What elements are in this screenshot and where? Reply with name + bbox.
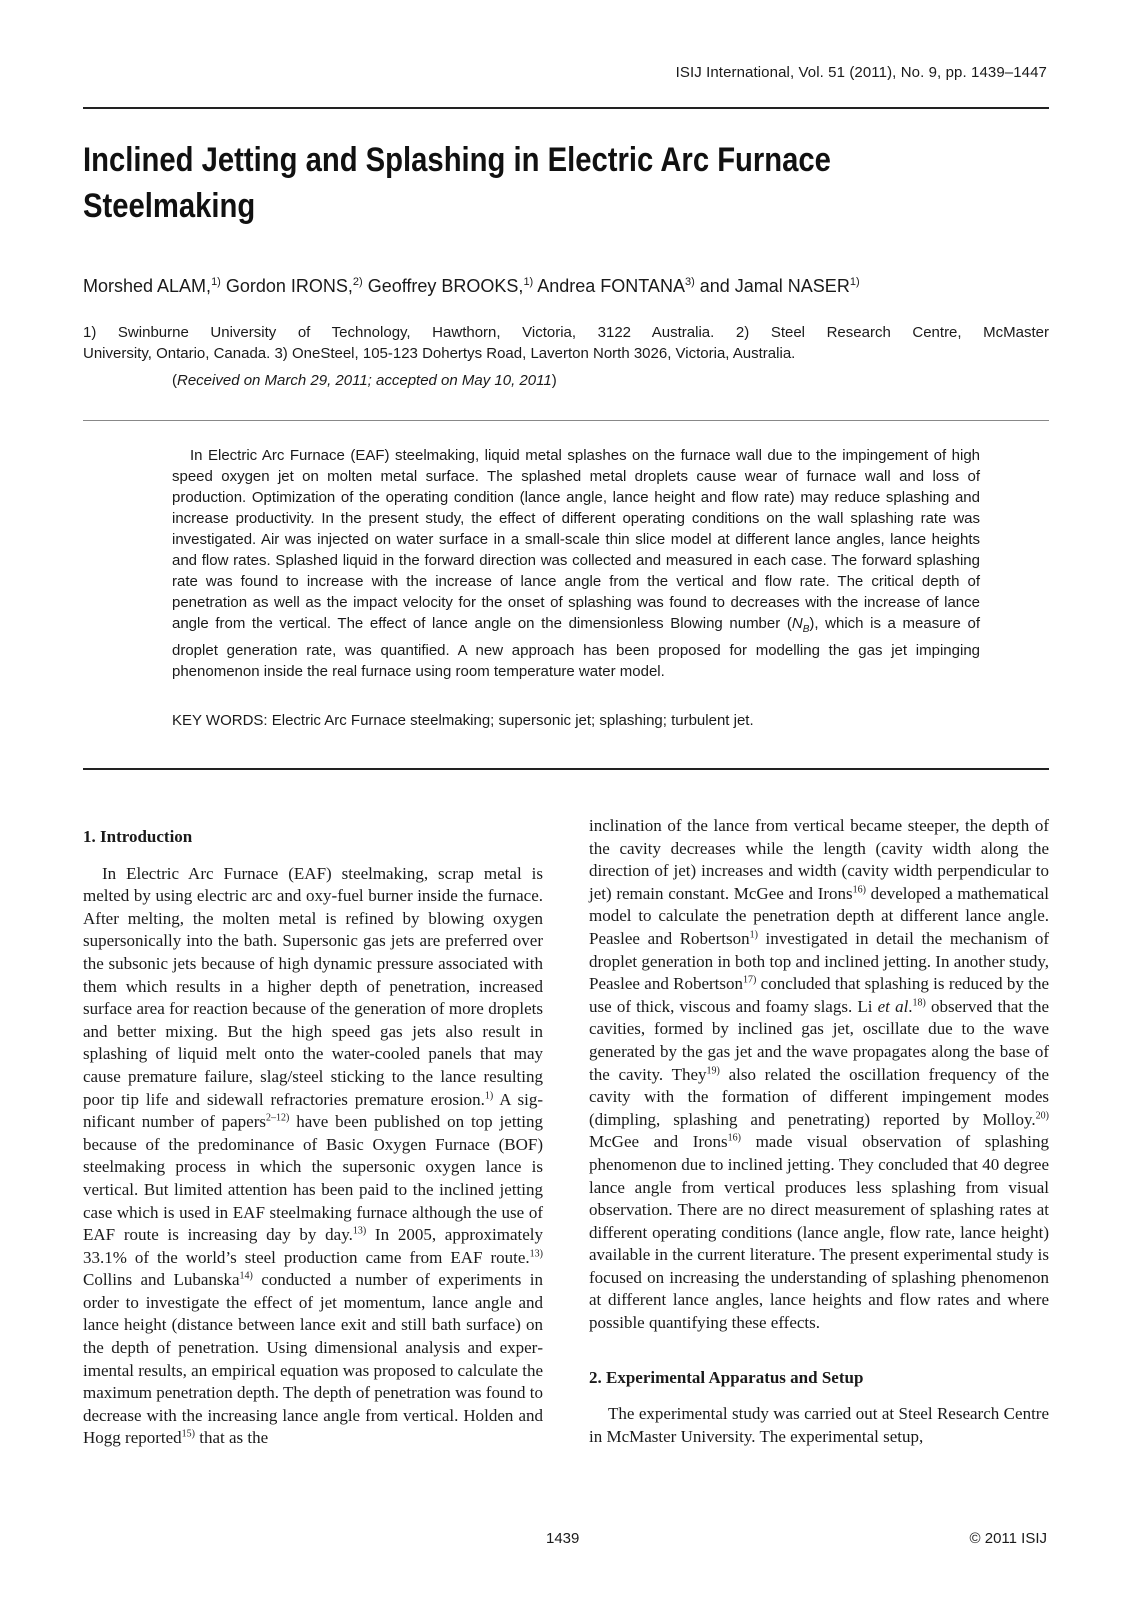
author-affil-marker: 2) [352,276,363,288]
copyright: © 2011 ISIJ [969,1530,1047,1547]
page-number: 1439 [546,1530,580,1547]
section-heading-experimental: 2. Experimental Apparatus and Setup [589,1367,864,1387]
text-run: . [908,996,913,1016]
journal-reference: ISIJ International, Vol. 51 (2011), No. 9, pp. 1439–1447 [675,64,1047,81]
keywords: KEY WORDS: Electric Arc Furnace steelmaking; supersonic jet; splashing; turbulent jet. [172,712,754,729]
author-affil-marker: 1) [849,276,860,288]
text-run: developed a mathematical model to calculate the penetration depth at different lance angle. Peaslee and Robertson [589,883,1049,948]
text-run: concluded that splashing is reduced by the use of thick, viscous and foamy slags. Li [589,974,1050,1016]
abstract-text-1: In Electric Arc Furnace (EAF) steelmaking, liquid metal splashes on the furnace wall due to the impingement of high speed oxygen jet on molten metal surface. The splashed metal droplets cause wear of furnace wall and loss of production. Optimization of the operating condition (lance angle, lance height and flow rate) may reduce splashing and increase productivity. In the present study, the effect of different operating conditions on the wall splashing rate was investigated. Air was injected on water surface in a small-scale thin slice model at different lance angles, lance heights and flow rates. Splashed liquid in the forward direction was collected and measured in each case. The forward splashing rate was found to increase with the increase of lance angle from the vertical and flow rate. The critical depth of penetration as well as the impact velocity for the onset of splashing was found to decreases with the increase of lance angle from the vertical. The effect of lance angle on the dimensionless Blowing number ( [172,447,980,632]
intro-paragraph-continued [589,815,1049,1335]
citation: 15) [181,1428,196,1440]
author-name: Gordon IRONS, [225,276,353,296]
author-name: Andrea FONTANA [537,276,685,296]
text-run: In Electric Arc Furnace (EAF) steelmaking, scrap metal is melted by using electric arc and oxy-fuel burner inside the furnace. After melting, the molten metal is refined by blowing oxygen supersonically into the bath. Supersonic gas jets are preferred over the subsonic jets because of high dynamic pressure associated with them which results in a higher depth of penetration, increased surface area for reaction because of the generation of more droplets and better mixing. But the high speed gas jets also result in splashing of liquid melt onto the water-cooled panels that may cause premature failure, slag/steel sticking to the lance resulting poor tip life and sidewall refractories premature erosion. [83,863,543,1109]
section-heading-introduction: 1. Introduction [83,827,193,846]
right-column [589,815,1049,1448]
abstract-text-2: ), which is a measure of droplet generation rate, was quantified. A new approach has been proposed for modelling the gas jet impinging phenomenon inside the real furnace using room temperature water model. [172,615,980,680]
citation: 16) [852,884,866,896]
blowing-number-symbol: N [791,615,803,632]
text-run: also related the oscillation frequency of the cavity with the formation of different impingement modes (dimpling, splashing and penetrating) reported by Molloy. [589,1064,1049,1129]
citation: 17) [743,974,757,986]
affiliations-line-2: University, Ontario, Canada. 3) OneSteel, 105-123 Dohertys Road, Laverton North 3026, Victoria, Australia. [83,345,796,362]
abstract [172,445,980,682]
text-run: McGee and Irons [589,1132,728,1152]
citation: 14) [239,1270,253,1282]
abstract-top-rule [83,420,1049,421]
citation: 13) [529,1248,543,1260]
author-affil-marker: 1) [523,276,534,288]
text-run: conducted a number of experiments in order to investigate the effect of jet momentum, lance angle and lance height (distance between lance exit and still bath surface) on the depth of penetration. Using dimensional analysis and experimental results, an empirical equation was proposed to calculate the maximum penetration depth. The depth of penetration was found to decrease with the increasing lance angle from vertical. Holden and Hogg reported [83,1270,543,1448]
citation: 13) [352,1225,367,1237]
citation: 1) [484,1089,494,1101]
text-run: Collins and Lubanska [83,1270,240,1290]
received-text: Received on March 29, 2011; accepted on May 10, 2011 [177,372,552,389]
author-list [83,276,860,297]
citation: 20) [1035,1110,1049,1122]
received-dates: (Received on March 29, 2011; accepted on May 10, 2011) [172,372,557,389]
text-run: have been published on top jetting because of the predominance of Basic Oxygen Furnace (BOF) steelmaking process in which the supersonic oxygen lance is vertical. But limited attention has been paid to the inclined jetting case which is used in EAF steelmaking furnace although the use of EAF route is increasing day by day. [83,1112,543,1245]
author-affil-marker: 3) [684,276,695,288]
citation: 16) [727,1132,742,1144]
citation: 19) [706,1064,720,1076]
text-run: made visual observation of splashing phenomenon due to inclined jetting. They concluded that 40 degree lance angle from vertical produces less splashing from visual observation. There are no direct measurement of splashing rates at different operating conditions (lance angle, flow rate, lance height) available in the current literature. The present experimental study is focused on increasing the understanding of splashing phenomenon at different lance angles, lance heights and flow rates and where possible quantifying these effects. [589,1132,1050,1333]
abstract-bottom-rule [83,768,1049,770]
text-run: investigated in detail the mechanism of droplet generation in both top and inclined jetting. In another study, Peaslee and Robertson [589,928,1050,994]
intro-paragraph [83,863,543,1450]
text-run: observed that the cavities, formed by inclined gas jet, oscillate due to the wave generated by the gas jet and the wave propagates along the base of the cavity. They [589,996,1049,1084]
author-name: and Jamal NASER [699,276,850,296]
citation: 2–12) [265,1112,290,1124]
blowing-number-subscript: B [802,624,810,635]
text-run: A significant number of papers [83,1089,543,1132]
paper-title: Inclined Jetting and Splashing in Electric Arc Furnace Steelmaking [83,141,831,225]
experimental-paragraph: The experimental study was carried out at Steel Research Centre in McMaster University. The experimental setup, [589,1404,1049,1446]
text-run: In 2005, approximately 33.1% of the world’s steel production came from EAF route. [83,1225,543,1267]
text-run: that as the [195,1428,269,1448]
citation: 1) [749,929,758,941]
author-name: Geoffrey BROOKS, [367,276,524,296]
top-rule [83,107,1049,109]
affiliations-line-1: 1) Swinburne University of Technology, Hawthorn, Victoria, 3122 Australia. 2) Steel Research Centre, McMaster [83,324,1049,341]
text-run: inclination of the lance from vertical became steeper, the depth of the cavity decreases while the length (cavity width along the direction of jet) increases and width (cavity width perpendicular to jet) remain constant. McGee and Irons [589,816,1049,903]
left-column [83,826,543,1450]
citation: 18) [912,997,926,1009]
author-affil-marker: 1) [211,276,221,288]
author-name: Morshed ALAM, [83,276,212,296]
et-al: et al [877,996,909,1016]
